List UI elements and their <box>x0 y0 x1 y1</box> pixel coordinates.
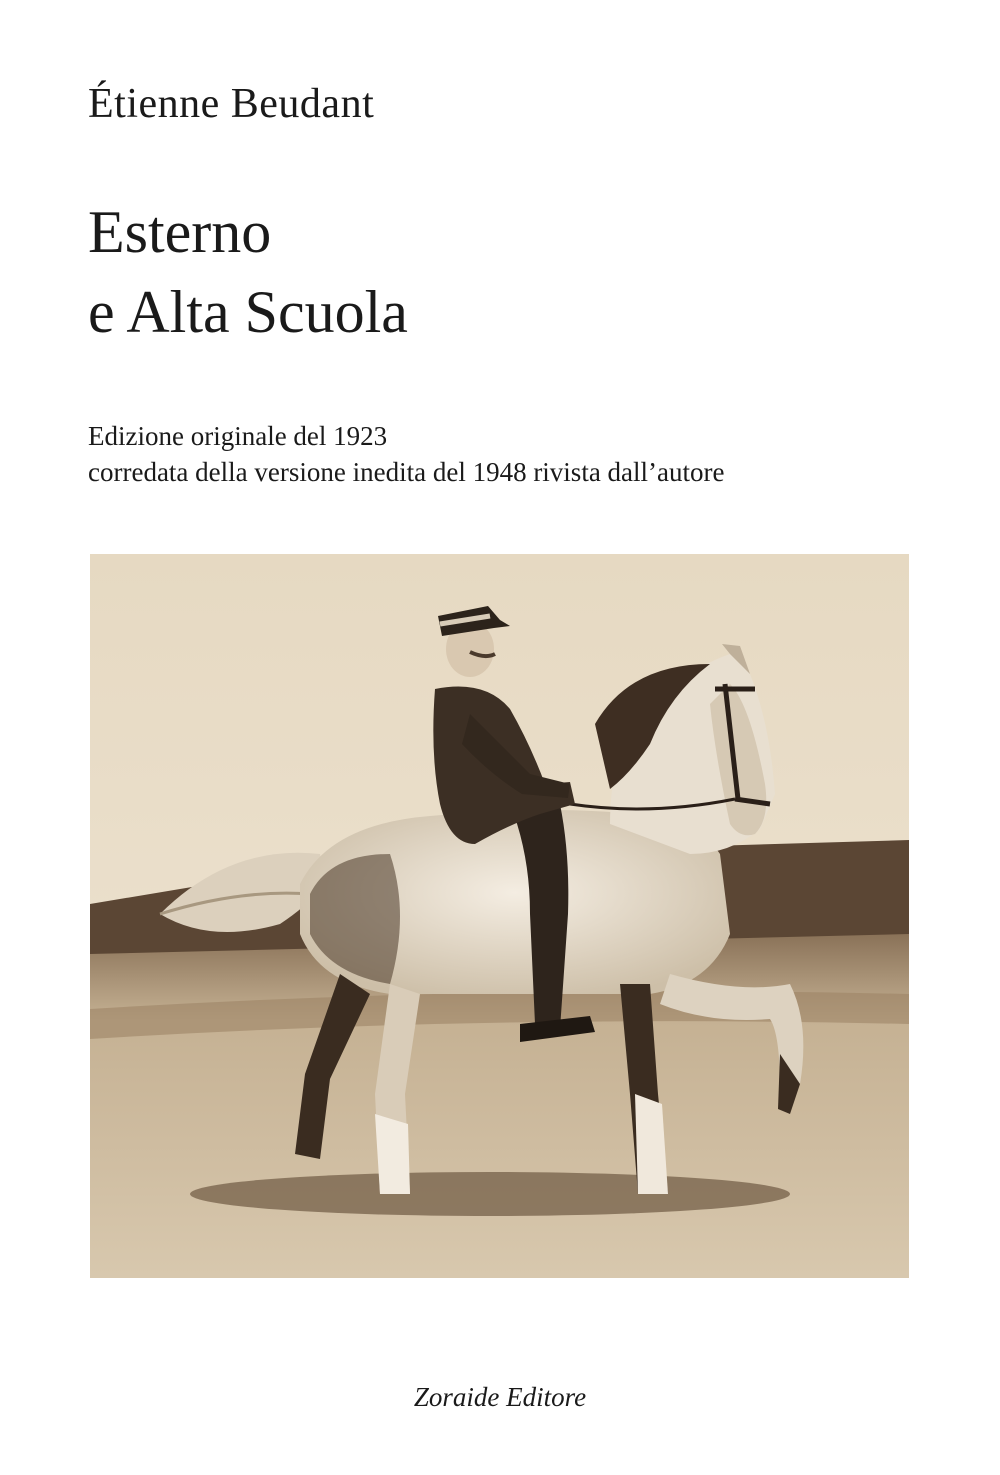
author-name: Étienne Beudant <box>88 81 375 127</box>
publisher-name: Zoraide Editore <box>413 1382 587 1412</box>
sepia-photo-illustration <box>90 554 909 1278</box>
edition-note-line-2: corredata della versione inedita del 1948 rivista dall’autore <box>88 457 725 487</box>
edition-note-line-1: Edizione originale del 1923 <box>88 421 388 451</box>
book-title <box>88 192 408 352</box>
cover-photo-rider-on-horse <box>90 554 909 1278</box>
edition-note <box>88 418 725 490</box>
book-title-line-1: Esterno <box>88 199 272 265</box>
book-title-line-2: e Alta Scuola <box>88 279 408 345</box>
